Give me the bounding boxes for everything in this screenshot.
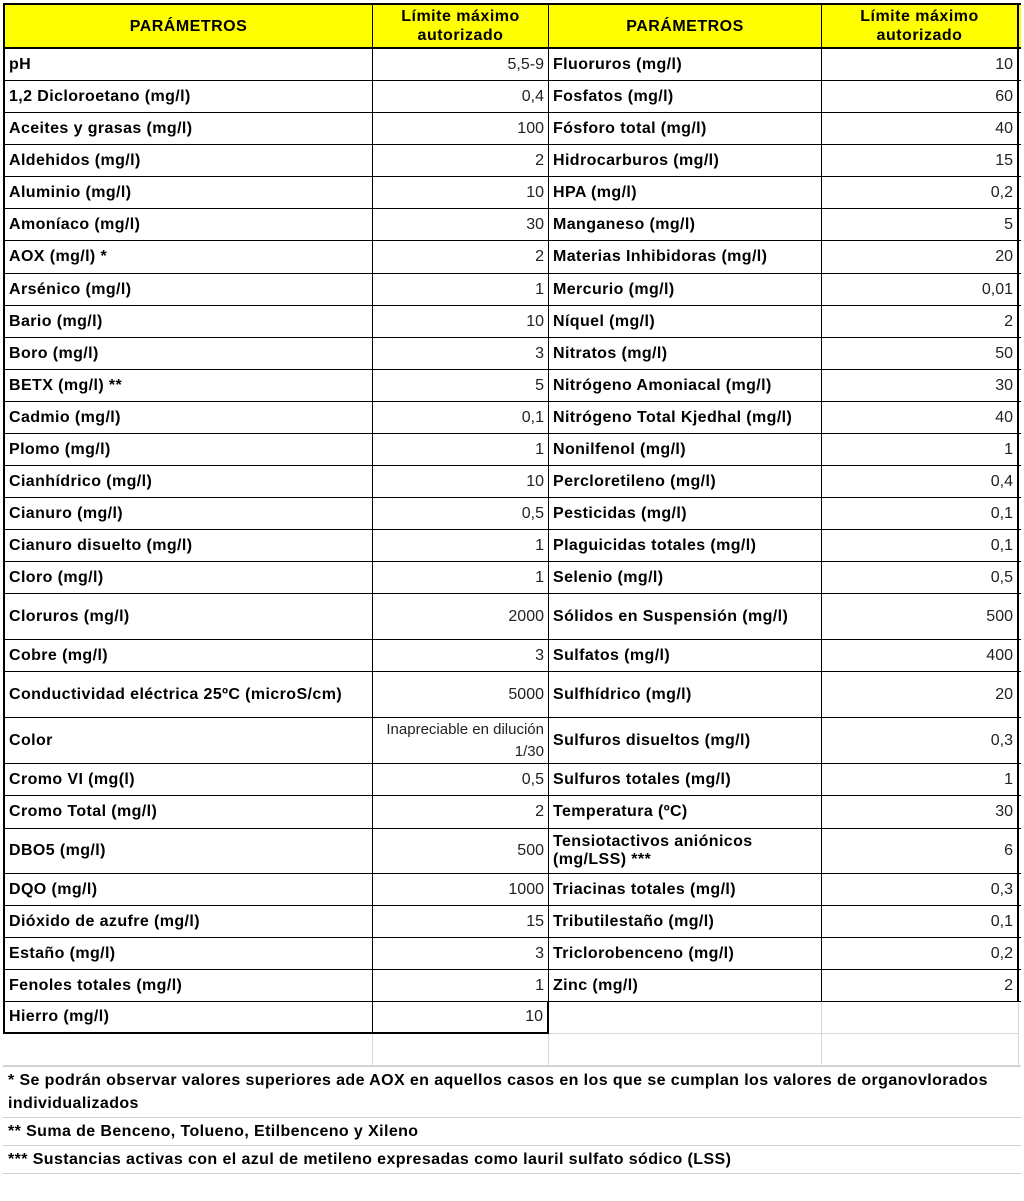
parameter-name: Fenoles totales (mg/l)	[3, 970, 373, 1001]
limit-value: 20	[822, 672, 1019, 717]
limit-value: 1	[373, 562, 549, 593]
limit-value: 5	[373, 370, 549, 401]
table-row	[3, 498, 1021, 530]
table-row	[3, 718, 1021, 764]
limit-value: 3	[373, 338, 549, 369]
limit-value: Inapreciable en dilución 1/30	[373, 718, 549, 763]
parameter-name: Fluoruros (mg/l)	[549, 49, 822, 80]
parameter-name: Aldehidos (mg/l)	[3, 145, 373, 176]
limit-value: 20	[822, 241, 1019, 273]
limit-value: 5	[822, 209, 1019, 240]
parameter-name: pH	[3, 49, 373, 80]
parameter-name: Temperatura (ºC)	[549, 796, 822, 828]
limit-value: 10	[373, 1002, 549, 1034]
parameter-name: Cloruros (mg/l)	[3, 594, 373, 639]
limit-value: 10	[373, 306, 549, 337]
parameter-name: Pesticidas (mg/l)	[549, 498, 822, 529]
footnote: *** Sustancias activas con el azul de metileno expresadas como lauril sulfato sódico (LSS)	[3, 1146, 1021, 1174]
parameter-name: Percloretileno (mg/l)	[549, 466, 822, 497]
parameter-name: Sulfhídrico (mg/l)	[549, 672, 822, 717]
parameter-name: Sulfatos (mg/l)	[549, 640, 822, 671]
table-header	[3, 3, 1021, 49]
limit-value: 1	[373, 530, 549, 561]
limit-value: 10	[373, 466, 549, 497]
table-row	[3, 594, 1021, 640]
limit-value: 500	[373, 829, 549, 873]
table-row	[3, 672, 1021, 718]
limit-value: 0,2	[822, 177, 1019, 208]
table-body	[3, 49, 1021, 1034]
limit-value: 30	[822, 796, 1019, 828]
table-row	[3, 145, 1021, 177]
parameter-name: Materias Inhibidoras (mg/l)	[549, 241, 822, 273]
limit-value: 0,1	[822, 498, 1019, 529]
parameter-name	[549, 1002, 822, 1034]
limit-value: 1	[373, 274, 549, 305]
parameter-name: Cianuro (mg/l)	[3, 498, 373, 529]
parameter-name: Tributilestaño (mg/l)	[549, 906, 822, 937]
parameter-name: AOX (mg/l) *	[3, 241, 373, 273]
table-row	[3, 466, 1021, 498]
table-row	[3, 829, 1021, 874]
parameter-name: Cobre (mg/l)	[3, 640, 373, 671]
parameters-sheet	[3, 3, 1021, 1174]
parameter-name: DQO (mg/l)	[3, 874, 373, 905]
parameter-name: Fósforo total (mg/l)	[549, 113, 822, 144]
limit-value: 15	[822, 145, 1019, 176]
table-row	[3, 177, 1021, 209]
limit-value: 1	[373, 970, 549, 1001]
parameter-name: Níquel (mg/l)	[549, 306, 822, 337]
parameter-name: Color	[3, 718, 373, 763]
limit-value: 5000	[373, 672, 549, 717]
table-row	[3, 1002, 1021, 1034]
limit-value: 0,3	[822, 874, 1019, 905]
limit-value: 15	[373, 906, 549, 937]
table-row	[3, 49, 1021, 81]
table-row	[3, 796, 1021, 829]
table-row	[3, 274, 1021, 306]
parameter-name: Cianhídrico (mg/l)	[3, 466, 373, 497]
limit-value: 2	[822, 970, 1019, 1001]
limit-value: 0,1	[373, 402, 549, 433]
parameter-name: Sulfuros disueltos (mg/l)	[549, 718, 822, 763]
parameter-name: Cloro (mg/l)	[3, 562, 373, 593]
table-row	[3, 113, 1021, 145]
table-row	[3, 530, 1021, 562]
limit-value: 1	[373, 434, 549, 465]
table-row	[3, 81, 1021, 113]
parameter-name: Dióxido de azufre (mg/l)	[3, 906, 373, 937]
limit-value: 0,5	[373, 498, 549, 529]
parameter-name: Selenio (mg/l)	[549, 562, 822, 593]
limit-value: 50	[822, 338, 1019, 369]
limit-value: 1	[822, 764, 1019, 795]
empty-row	[3, 1034, 1021, 1066]
parameter-name: Sulfuros totales (mg/l)	[549, 764, 822, 795]
limit-value: 0,5	[822, 562, 1019, 593]
header-limit: Límite máximo autorizado	[373, 5, 549, 47]
table-row	[3, 562, 1021, 594]
limit-value: 5,5-9	[373, 49, 549, 80]
limit-value: 0,01	[822, 274, 1019, 305]
table-row	[3, 402, 1021, 434]
parameter-name: Boro (mg/l)	[3, 338, 373, 369]
parameter-name: Bario (mg/l)	[3, 306, 373, 337]
parameter-name: Nitrógeno Total Kjedhal (mg/l)	[549, 402, 822, 433]
parameter-name: Estaño (mg/l)	[3, 938, 373, 969]
limit-value: 6	[822, 829, 1019, 873]
parameter-name: Plomo (mg/l)	[3, 434, 373, 465]
limit-value: 1	[822, 434, 1019, 465]
parameter-name: Tensiotactivos aniónicos (mg/LSS) ***	[549, 829, 822, 873]
table-row	[3, 370, 1021, 402]
limit-value: 10	[373, 177, 549, 208]
table-row	[3, 338, 1021, 370]
limit-value: 60	[822, 81, 1019, 112]
parameter-name: Conductividad eléctrica 25ºC (microS/cm)	[3, 672, 373, 717]
parameter-name: Arsénico (mg/l)	[3, 274, 373, 305]
limit-value: 2	[373, 145, 549, 176]
parameter-name: Cromo VI (mg(l)	[3, 764, 373, 795]
table-row	[3, 241, 1021, 274]
limit-value: 40	[822, 113, 1019, 144]
table-row	[3, 874, 1021, 906]
limit-value: 0,1	[822, 906, 1019, 937]
limit-value: 40	[822, 402, 1019, 433]
parameter-name: BETX (mg/l) **	[3, 370, 373, 401]
limit-value: 2	[373, 796, 549, 828]
limit-value: 1000	[373, 874, 549, 905]
parameter-name: Cianuro disuelto (mg/l)	[3, 530, 373, 561]
table-row	[3, 764, 1021, 796]
parameter-name: Nonilfenol (mg/l)	[549, 434, 822, 465]
parameter-name: Fosfatos (mg/l)	[549, 81, 822, 112]
table-row	[3, 906, 1021, 938]
limit-value: 0,2	[822, 938, 1019, 969]
limit-value: 500	[822, 594, 1019, 639]
parameter-name: Aceites y grasas (mg/l)	[3, 113, 373, 144]
footnote: ** Suma de Benceno, Tolueno, Etilbenceno y Xileno	[3, 1118, 1021, 1146]
header-parameters: PARÁMETROS	[3, 5, 373, 47]
parameter-name: Triacinas totales (mg/l)	[549, 874, 822, 905]
limit-value: 0,4	[822, 466, 1019, 497]
parameter-name: 1,2 Dicloroetano (mg/l)	[3, 81, 373, 112]
parameter-name: Zinc (mg/l)	[549, 970, 822, 1001]
limit-value: 100	[373, 113, 549, 144]
parameter-name: Manganeso (mg/l)	[549, 209, 822, 240]
parameter-name: Cadmio (mg/l)	[3, 402, 373, 433]
limit-value: 10	[822, 49, 1019, 80]
table-row	[3, 938, 1021, 970]
footnotes	[3, 1066, 1021, 1174]
limit-value: 30	[373, 209, 549, 240]
limit-value: 2000	[373, 594, 549, 639]
limit-value: 2	[822, 306, 1019, 337]
parameter-name: Triclorobenceno (mg/l)	[549, 938, 822, 969]
table-row	[3, 209, 1021, 241]
limit-value: 0,3	[822, 718, 1019, 763]
limit-value: 2	[373, 241, 549, 273]
limit-value	[822, 1002, 1019, 1034]
limit-value: 400	[822, 640, 1019, 671]
parameter-name: Mercurio (mg/l)	[549, 274, 822, 305]
table-row	[3, 306, 1021, 338]
parameter-name: Nitrógeno Amoniacal (mg/l)	[549, 370, 822, 401]
parameter-name: Sólidos en Suspensión (mg/l)	[549, 594, 822, 639]
limit-value: 0,4	[373, 81, 549, 112]
parameter-name: HPA (mg/l)	[549, 177, 822, 208]
limit-value: 0,5	[373, 764, 549, 795]
table-row	[3, 970, 1021, 1002]
table-row	[3, 640, 1021, 672]
footnote: * Se podrán observar valores superiores ade AOX en aquellos casos en los que se cumplan los valores de organovlorados individualizados	[3, 1066, 1021, 1118]
header-limit: Límite máximo autorizado	[822, 5, 1019, 47]
parameter-name: Cromo Total (mg/l)	[3, 796, 373, 828]
table-row	[3, 434, 1021, 466]
parameter-name: Plaguicidas totales (mg/l)	[549, 530, 822, 561]
limit-value: 30	[822, 370, 1019, 401]
limit-value: 0,1	[822, 530, 1019, 561]
parameter-name: Hidrocarburos (mg/l)	[549, 145, 822, 176]
parameter-name: Amoníaco (mg/l)	[3, 209, 373, 240]
parameter-name: Hierro (mg/l)	[3, 1002, 373, 1034]
parameter-name: Nitratos (mg/l)	[549, 338, 822, 369]
header-parameters: PARÁMETROS	[549, 5, 822, 47]
parameter-name: DBO5 (mg/l)	[3, 829, 373, 873]
parameter-name: Aluminio (mg/l)	[3, 177, 373, 208]
limit-value: 3	[373, 938, 549, 969]
limit-value: 3	[373, 640, 549, 671]
